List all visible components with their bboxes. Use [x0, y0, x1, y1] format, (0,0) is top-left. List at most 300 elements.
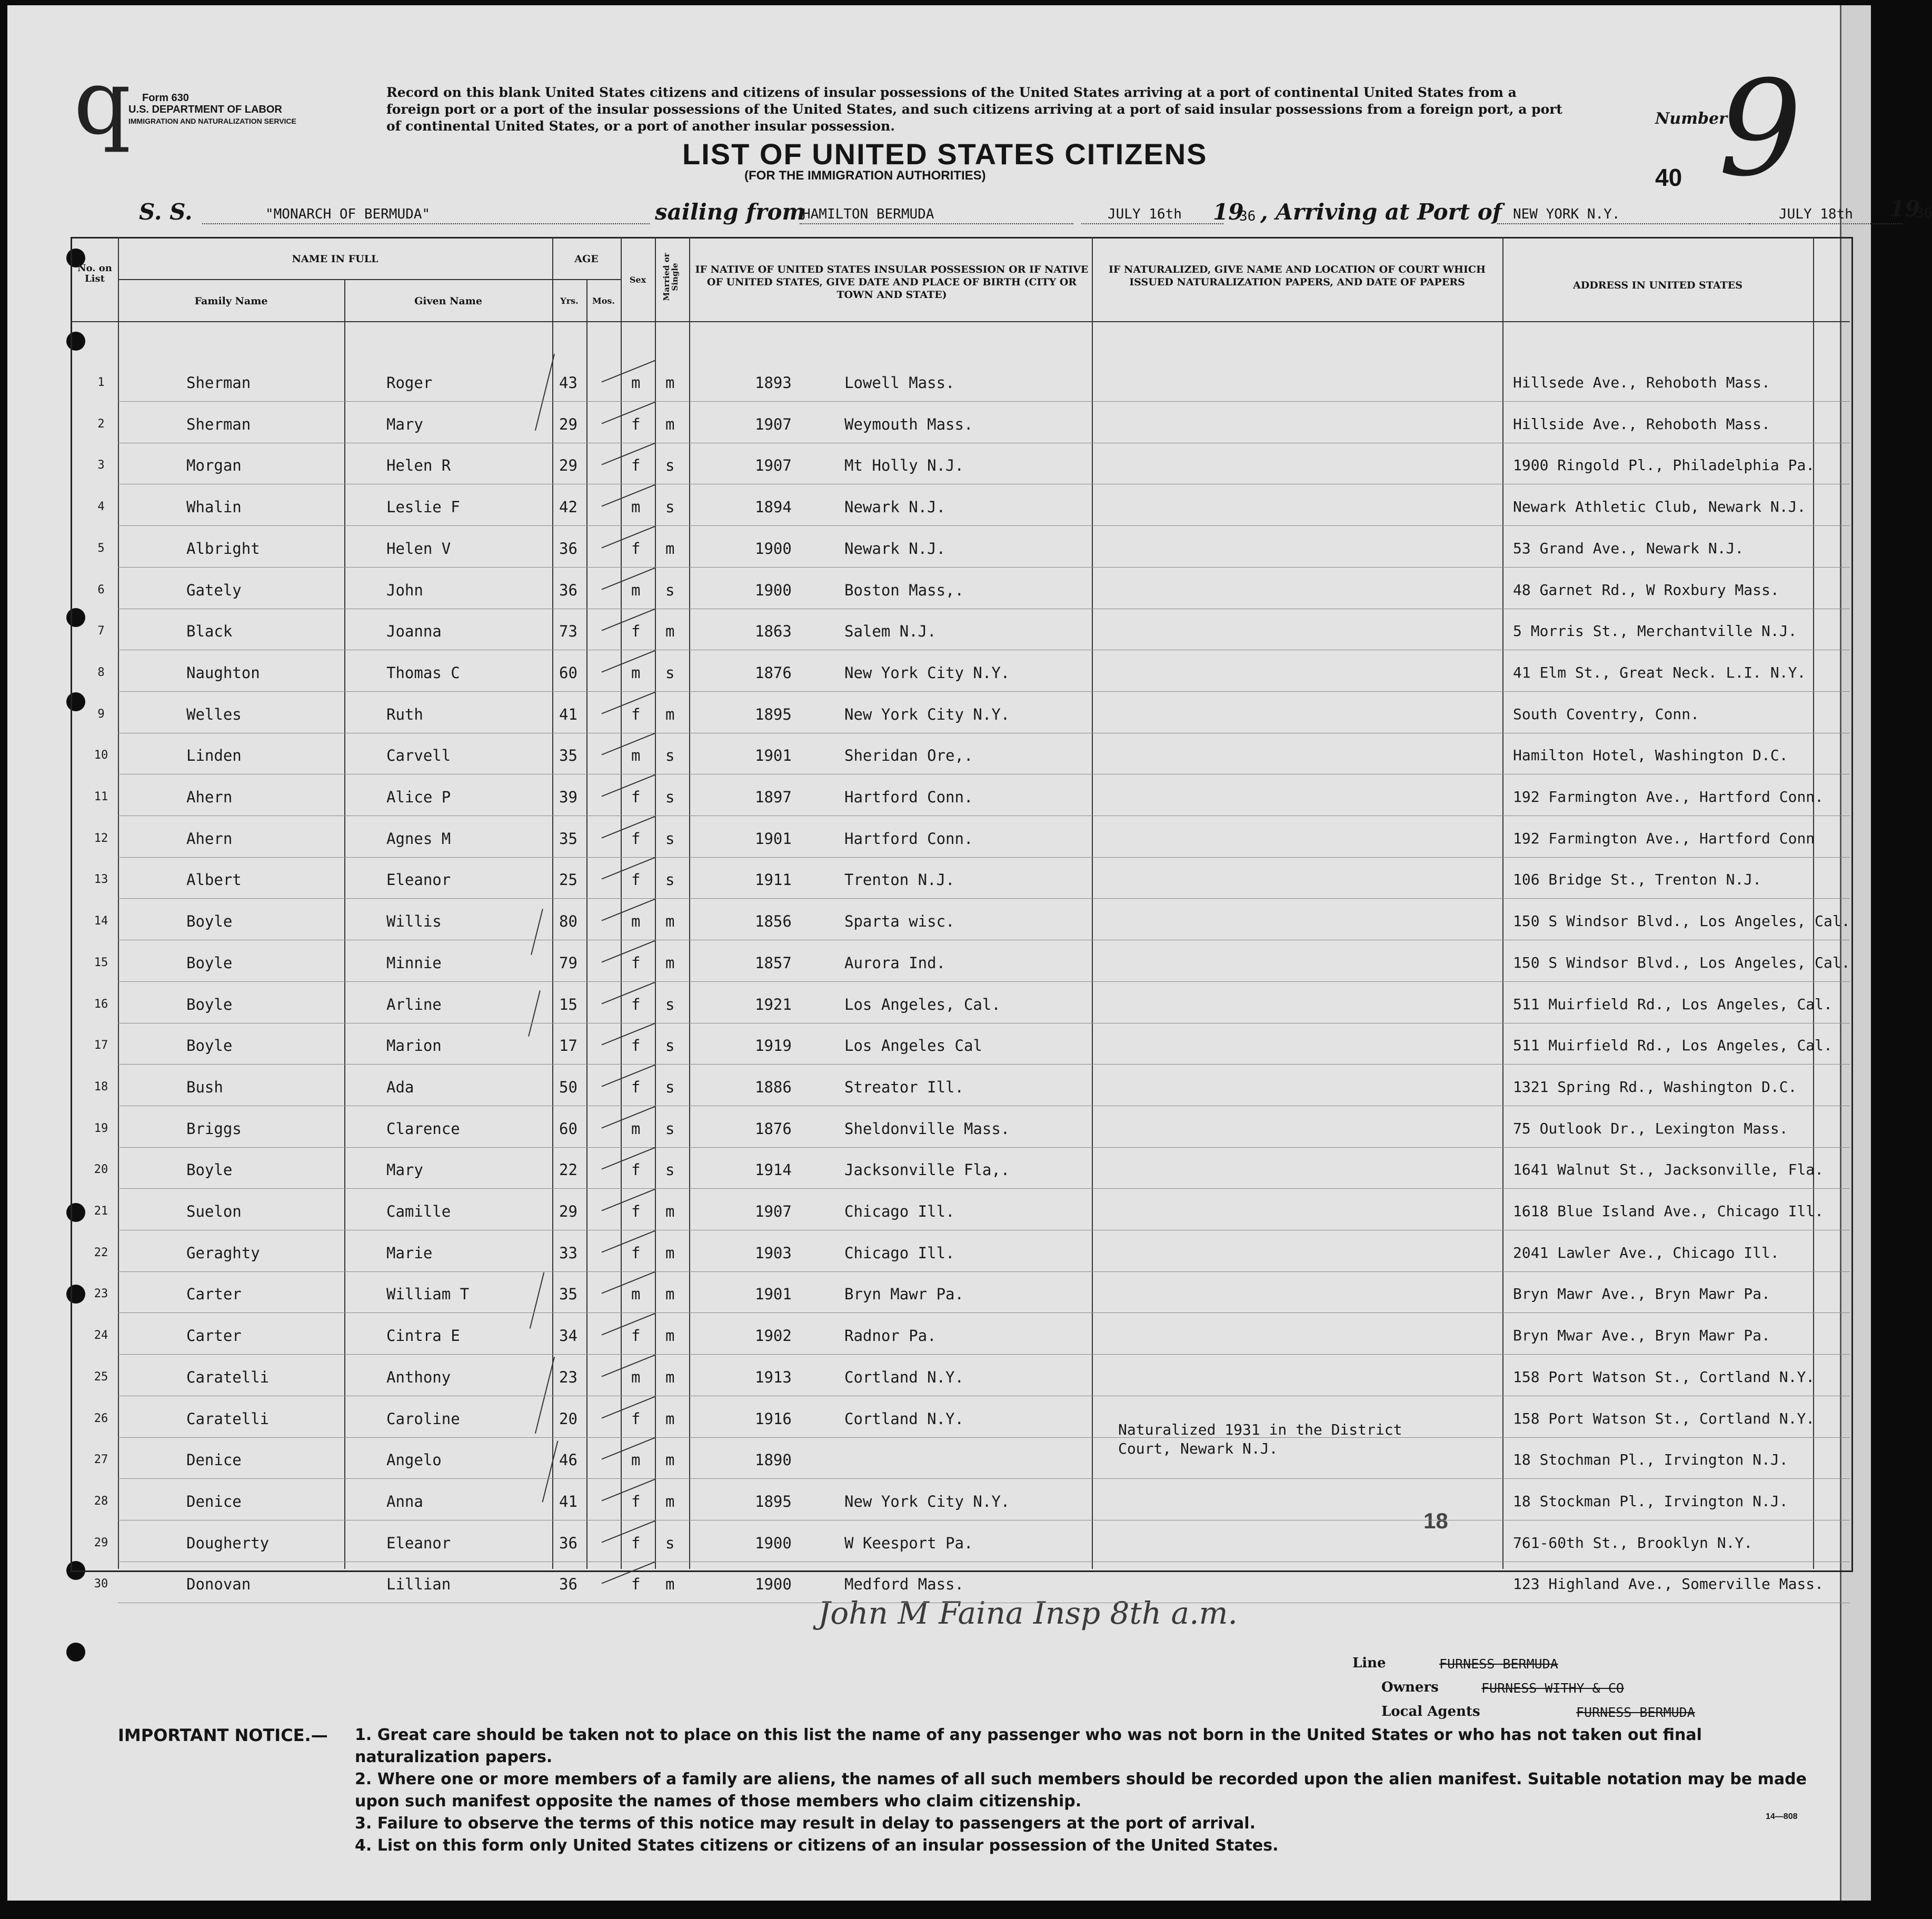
address: 158 Port Watson St., Cortland N.Y. [1513, 1409, 1815, 1427]
row-number: 1 [97, 376, 105, 389]
given-name: Camille [386, 1202, 451, 1220]
age-years: 73 [559, 622, 577, 641]
form-instructions: Record on this blank United States citizens and citizens of insular possessions of the United States arriving at a port of continental United States from a foreign port or a port of the insular possessions of the United States, and such citizens arriving at a port of said insular possessions from a foreign port, a port of continental United States, or a port of another insular possession. [386, 85, 1562, 134]
row-number: 28 [94, 1494, 108, 1508]
to-date: JULY 18th [1779, 206, 1853, 222]
birth-year: 1916 [755, 1409, 792, 1428]
birth-year: 1876 [755, 663, 792, 682]
age-years: 20 [559, 1409, 577, 1428]
sex: f [631, 829, 641, 848]
sex: m [631, 498, 641, 516]
marital-status: m [665, 374, 675, 392]
col-divider [118, 237, 119, 1569]
page-title: LIST OF UNITED STATES CITIZENS [682, 137, 1208, 171]
birth-place: Sheldonville Mass. [844, 1119, 1010, 1138]
family-name: Dougherty [186, 1534, 270, 1552]
address: 48 Garnet Rd., W Roxbury Mass. [1513, 581, 1779, 599]
row-number: 25 [94, 1370, 108, 1384]
row-rule [118, 1188, 1850, 1189]
birth-year: 1900 [755, 1534, 792, 1552]
birth-place: Radnor Pa. [844, 1327, 937, 1345]
row-number: 30 [94, 1577, 108, 1591]
header-given-name: Given Name [414, 295, 482, 307]
birth-place: Jacksonville Fla,. [844, 1161, 1010, 1179]
given-name: Anna [386, 1492, 423, 1510]
list-number: 9 [1718, 52, 1802, 205]
ship-name: "MONARCH OF BERMUDA" [265, 206, 431, 222]
sex: f [631, 705, 641, 723]
birth-year: 1901 [755, 829, 792, 848]
given-name: Leslie F [386, 498, 460, 516]
row-number: 15 [94, 956, 108, 969]
given-name: Ada [386, 1078, 414, 1096]
birth-place: Newark N.J. [844, 539, 946, 558]
birth-year: 1921 [755, 995, 792, 1013]
address: South Coventry, Conn. [1513, 705, 1700, 723]
sex: m [631, 1285, 641, 1304]
family-name: Geraghty [186, 1244, 260, 1262]
sex: m [631, 374, 641, 392]
address: 192 Farmington Ave., Hartford Conn. [1513, 788, 1824, 806]
age-years: 46 [559, 1451, 577, 1469]
row-number: 27 [94, 1453, 108, 1467]
age-years: 35 [559, 747, 577, 765]
marital-status: m [665, 705, 675, 723]
sex: m [631, 663, 641, 682]
birth-year: 1895 [755, 705, 792, 723]
arriving-label: , Arriving at Port of [1260, 199, 1502, 225]
sex: f [631, 995, 641, 1013]
age-years: 29 [559, 456, 577, 475]
address: Hillside Ave., Rehoboth Mass. [1513, 415, 1770, 433]
birth-year: 1900 [755, 1575, 792, 1594]
sex: f [631, 1037, 641, 1055]
sex: m [631, 747, 641, 765]
sex: f [631, 788, 641, 806]
header-name-in-full: NAME IN FULL [292, 253, 379, 265]
header-divider [118, 279, 621, 280]
given-name: John [386, 581, 423, 599]
birth-year: 1897 [755, 788, 792, 806]
sex: f [631, 1244, 641, 1262]
family-name: Albert [186, 871, 242, 889]
row-number: 4 [97, 500, 105, 514]
address: Newark Athletic Club, Newark N.J. [1513, 498, 1806, 516]
marital-status: m [665, 1327, 675, 1345]
address: 511 Muirfield Rd., Los Angeles, Cal. [1513, 1037, 1833, 1055]
birth-place: Los Angeles Cal [844, 1037, 982, 1055]
sex: f [631, 1078, 641, 1096]
row-number: 20 [94, 1163, 108, 1177]
given-name: Mary [386, 1161, 423, 1179]
address: 1321 Spring Rd., Washington D.C. [1513, 1078, 1797, 1096]
birth-place: Newark N.J. [844, 498, 946, 516]
age-years: 36 [559, 1534, 577, 1552]
header-age: AGE [574, 253, 599, 265]
birth-year: 1857 [755, 953, 792, 972]
birth-place: Los Angeles, Cal. [844, 995, 1001, 1013]
row-number: 22 [94, 1246, 108, 1259]
header-address: ADDRESS IN UNITED STATES [1573, 280, 1742, 291]
family-name: Sherman [186, 415, 251, 433]
age-years: 29 [559, 1202, 577, 1220]
family-name: Morgan [186, 456, 242, 475]
birth-year: 1907 [755, 415, 792, 433]
header-naturalized: IF NATURALIZED, GIVE NAME AND LOCATION OF COURT WHICH ISSUED NATURALIZATION PAPERS, AND DATE OF PAPERS [1109, 264, 1486, 288]
header-no-on-list: No. on List [77, 263, 112, 284]
birth-place: Chicago Ill. [844, 1244, 955, 1262]
marital-status: m [665, 912, 675, 931]
birth-year: 1890 [755, 1451, 792, 1469]
sex: m [631, 1119, 641, 1138]
address: Hillsede Ave., Rehoboth Mass. [1513, 374, 1770, 391]
row-number: 10 [94, 749, 108, 762]
age-years: 35 [559, 1285, 577, 1304]
header-sex: Sex [629, 275, 646, 285]
row-rule [118, 898, 1850, 899]
given-name: Carvell [386, 747, 451, 765]
row-rule [118, 1437, 1850, 1438]
header-yrs: Yrs. [560, 296, 579, 306]
address: 1641 Walnut St., Jacksonville, Fla. [1513, 1161, 1824, 1179]
row-number: 19 [94, 1121, 108, 1135]
address: 2041 Lawler Ave., Chicago Ill. [1513, 1244, 1779, 1261]
address: Hamilton Hotel, Washington D.C. [1513, 747, 1788, 764]
birth-place: Weymouth Mass. [844, 415, 973, 433]
row-number: 11 [94, 790, 108, 803]
row-number: 8 [97, 665, 105, 679]
age-years: 50 [559, 1078, 577, 1096]
given-name: Caroline [386, 1409, 460, 1428]
family-name: Boyle [186, 953, 233, 972]
given-name: Arline [386, 995, 442, 1013]
birth-place: Boston Mass,. [844, 581, 964, 599]
col-divider [344, 279, 345, 1569]
address: 5 Morris St., Merchantville N.J. [1513, 622, 1797, 640]
row-number: 9 [97, 707, 105, 721]
year-suffix-1: 36 [1239, 208, 1256, 224]
birth-year: 1894 [755, 498, 792, 516]
row-number: 12 [94, 831, 108, 845]
family-name: Suelon [186, 1202, 242, 1220]
address: 150 S Windsor Blvd., Los Angeles, Cal. [1513, 953, 1850, 971]
birth-year: 1901 [755, 1285, 792, 1304]
birth-place: Hartford Conn. [844, 829, 973, 848]
sex: f [631, 953, 641, 972]
family-name: Ahern [186, 788, 233, 806]
service-name: IMMIGRATION AND NATURALIZATION SERVICE [128, 117, 296, 125]
marital-status: m [665, 1575, 675, 1594]
marital-status: s [665, 995, 675, 1013]
birth-place: Sheridan Ore,. [844, 747, 973, 765]
row-rule [118, 567, 1850, 568]
sex: f [631, 456, 641, 475]
birth-place: New York City N.Y. [844, 705, 1010, 723]
row-rule [118, 1478, 1850, 1479]
address: 158 Port Watson St., Cortland N.Y. [1513, 1368, 1815, 1386]
marital-status: s [665, 871, 675, 889]
age-years: 60 [559, 1119, 577, 1138]
birth-year: 1900 [755, 539, 792, 558]
handwritten-mark: q [74, 51, 131, 155]
family-name: Gately [186, 581, 242, 599]
address: Bryn Mwar Ave., Bryn Mawr Pa. [1513, 1327, 1770, 1345]
marital-status: s [665, 1534, 675, 1552]
given-name: Marie [386, 1244, 433, 1262]
age-years: 36 [559, 539, 577, 558]
sex: f [631, 622, 641, 641]
birth-year: 1919 [755, 1037, 792, 1055]
age-years: 39 [559, 788, 577, 806]
notice-lead: IMPORTANT NOTICE.— [118, 1725, 328, 1745]
number-label: Number [1655, 110, 1727, 128]
age-years: 17 [559, 1037, 577, 1055]
family-name: Welles [186, 705, 242, 723]
marital-status: m [665, 622, 675, 641]
birth-year: 1914 [755, 1161, 792, 1179]
row-number: 3 [97, 459, 105, 472]
form-number: Form 630 [142, 92, 189, 104]
birth-year: 1895 [755, 1492, 792, 1510]
birth-place: New York City N.Y. [844, 1492, 1010, 1510]
marital-status: s [665, 498, 675, 516]
family-name: Caratelli [186, 1368, 270, 1386]
col-divider [655, 237, 656, 1569]
sex: f [631, 1534, 641, 1552]
birth-year: 1907 [755, 1202, 792, 1220]
sex: f [631, 539, 641, 558]
col-divider [586, 279, 587, 1569]
sex: f [631, 1409, 641, 1428]
given-name: Willis [386, 912, 442, 931]
notice-item: 4. List on this form only United States citizens or citizens of an insular possession of the United States. [355, 1836, 1279, 1855]
birth-place: Hartford Conn. [844, 788, 973, 806]
row-number: 23 [94, 1287, 108, 1301]
ss-label: S. S. [139, 199, 193, 225]
marital-status: m [665, 1368, 675, 1386]
family-name: Denice [186, 1451, 242, 1469]
age-years: 23 [559, 1368, 577, 1386]
birth-place: Aurora Ind. [844, 953, 946, 972]
sex: m [631, 912, 641, 931]
birth-year: 1902 [755, 1327, 792, 1345]
row-number: 14 [94, 914, 108, 928]
department-name: U.S. DEPARTMENT OF LABOR [128, 104, 282, 115]
family-name: Whalin [186, 498, 242, 516]
address: 53 Grand Ave., Newark N.J. [1513, 539, 1744, 557]
year-prefix-1: 19 [1213, 199, 1244, 225]
page-subtitle: (FOR THE IMMIGRATION AUTHORITIES) [744, 168, 986, 183]
agents-value: FURNESS BERMUDA [1576, 1705, 1695, 1720]
address: 761-60th St., Brooklyn N.Y. [1513, 1534, 1753, 1552]
birth-year: 1886 [755, 1078, 792, 1096]
address: 41 Elm St., Great Neck. L.I. N.Y. [1513, 663, 1806, 681]
col-divider [1502, 237, 1503, 1569]
from-port-underline [800, 223, 1073, 224]
marital-status: s [665, 663, 675, 682]
given-name: Helen V [386, 539, 451, 558]
row-number: 7 [97, 624, 105, 638]
sailing-from-label: sailing from [655, 199, 805, 225]
marital-status: s [665, 456, 675, 475]
given-name: Ruth [386, 705, 423, 723]
row-number: 13 [94, 873, 108, 887]
age-years: 35 [559, 829, 577, 848]
given-name: William T [386, 1285, 470, 1304]
given-name: Anthony [386, 1368, 451, 1386]
birth-place: Chicago Ill. [844, 1202, 955, 1220]
birth-year: 1863 [755, 622, 792, 641]
row-number: 2 [97, 417, 105, 431]
agents-label: Local Agents [1381, 1704, 1480, 1719]
notice-item: 1. Great care should be taken not to place on this list the name of any passenger who was not born in the United States or who has not taken out final naturalization papers. [355, 1726, 1702, 1766]
row-rule [118, 857, 1850, 858]
sex: f [631, 1492, 641, 1510]
age-years: 36 [559, 581, 577, 599]
header-family-name: Family Name [194, 295, 268, 307]
marital-status: m [665, 539, 675, 558]
row-rule [118, 1354, 1850, 1355]
header-bottom [71, 321, 1850, 322]
sex: f [631, 1327, 641, 1345]
ship-underline [202, 223, 650, 224]
row-rule [118, 525, 1850, 526]
birth-place: Sparta wisc. [844, 912, 955, 931]
birth-place: Cortland N.Y. [844, 1368, 964, 1386]
row-number: 6 [97, 583, 105, 596]
marital-status: s [665, 829, 675, 848]
row-rule [118, 401, 1850, 402]
row-rule [118, 1271, 1850, 1272]
age-years: 41 [559, 1492, 577, 1510]
birth-place: Trenton N.J. [844, 871, 955, 889]
marital-status: m [665, 1409, 675, 1428]
family-name: Boyle [186, 995, 233, 1013]
sex: f [631, 1161, 641, 1179]
birth-place: Bryn Mawr Pa. [844, 1285, 964, 1304]
age-years: 34 [559, 1327, 577, 1345]
age-years: 25 [559, 871, 577, 889]
marital-status: m [665, 1202, 675, 1220]
address: 1618 Blue Island Ave., Chicago Ill. [1513, 1202, 1824, 1220]
marital-status: s [665, 1119, 675, 1138]
family-name: Donovan [186, 1575, 251, 1594]
family-name: Denice [186, 1492, 242, 1510]
birth-year: 1876 [755, 1119, 792, 1138]
age-years: 43 [559, 374, 577, 392]
to-date-underline [1750, 223, 1903, 224]
marital-status: s [665, 1078, 675, 1096]
address: 123 Highland Ave., Somerville Mass. [1513, 1575, 1824, 1593]
address: 1900 Ringold Pl., Philadelphia Pa. [1513, 456, 1815, 474]
address: 150 S Windsor Blvd., Los Angeles, Cal. [1513, 912, 1850, 930]
age-years: 22 [559, 1161, 577, 1179]
given-name: Lillian [386, 1575, 451, 1594]
family-name: Boyle [186, 1161, 233, 1179]
from-port: HAMILTON BERMUDA [802, 206, 934, 222]
row-number: 17 [94, 1039, 108, 1052]
birth-place: Salem N.J. [844, 622, 937, 641]
age-years: 29 [559, 415, 577, 433]
inspector-signature: John M Faina Insp 8th a.m. [818, 1595, 1238, 1631]
given-name: Marion [386, 1037, 442, 1055]
marital-status: m [665, 1244, 675, 1262]
birth-year: 1913 [755, 1368, 792, 1386]
family-name: Boyle [186, 1037, 233, 1055]
row-number: 26 [94, 1411, 108, 1425]
sex: m [631, 581, 641, 599]
family-name: Carter [186, 1327, 242, 1345]
print-code: 14—808 [1766, 1812, 1798, 1821]
age-years: 41 [559, 705, 577, 723]
given-name: Thomas C [386, 663, 460, 682]
header-birth: IF NATIVE OF UNITED STATES INSULAR POSSESSION OR IF NATIVE OF UNITED STATES, GIVE DATE AND PLACE OF BIRTH (CITY OR TOWN AND STATE) [695, 264, 1089, 301]
marital-status: m [665, 953, 675, 972]
given-name: Minnie [386, 953, 442, 972]
col-divider [552, 237, 553, 1569]
tally-mark: 18 [1423, 1508, 1448, 1533]
family-name: Bush [186, 1078, 223, 1096]
family-name: Albright [186, 539, 260, 558]
family-name: Caratelli [186, 1409, 270, 1428]
line-label: Line [1352, 1655, 1386, 1671]
owners-label: Owners [1381, 1679, 1439, 1695]
age-years: 36 [559, 1575, 577, 1594]
family-name: Carter [186, 1285, 242, 1304]
line-value: FURNESS BERMUDA [1439, 1656, 1558, 1672]
marital-status: m [665, 1285, 675, 1304]
sex: f [631, 1575, 641, 1594]
marital-status: s [665, 788, 675, 806]
marital-status: s [665, 581, 675, 599]
birth-year: 1901 [755, 747, 792, 765]
voyage-line [139, 196, 1932, 231]
sex: f [631, 415, 641, 433]
row-number: 29 [94, 1536, 108, 1549]
address: 106 Bridge St., Trenton N.J. [1513, 871, 1762, 889]
address: 75 Outlook Dr., Lexington Mass. [1513, 1119, 1788, 1137]
form-identifier [128, 92, 296, 127]
marital-status: m [665, 415, 675, 433]
punch-hole [66, 1643, 85, 1662]
family-name: Boyle [186, 912, 233, 931]
birth-year: 1900 [755, 581, 792, 599]
given-name: Angelo [386, 1451, 442, 1469]
row-number: 24 [94, 1329, 108, 1343]
address: 18 Stochman Pl., Irvington N.J. [1513, 1451, 1788, 1469]
given-name: Agnes M [386, 829, 451, 848]
given-name: Clarence [386, 1119, 460, 1138]
birth-year: 1911 [755, 871, 792, 889]
given-name: Eleanor [386, 1534, 451, 1552]
family-name: Sherman [186, 374, 251, 392]
given-name: Helen R [386, 456, 451, 475]
age-years: 80 [559, 912, 577, 931]
birth-year: 1893 [755, 374, 792, 392]
naturalization-note: Naturalized 1931 in the District Court, Newark N.J. [1118, 1421, 1402, 1458]
family-name: Naughton [186, 663, 260, 682]
birth-place: Lowell Mass. [844, 374, 955, 392]
row-number: 18 [94, 1080, 108, 1093]
row-number: 21 [94, 1205, 108, 1218]
owners-value: FURNESS WITHY & CO [1481, 1681, 1624, 1696]
age-years: 60 [559, 663, 577, 682]
given-name: Cintra E [386, 1327, 460, 1345]
given-name: Alice P [386, 788, 451, 806]
age-years: 42 [559, 498, 577, 516]
age-years: 33 [559, 1244, 577, 1262]
row-number: 16 [94, 997, 108, 1011]
